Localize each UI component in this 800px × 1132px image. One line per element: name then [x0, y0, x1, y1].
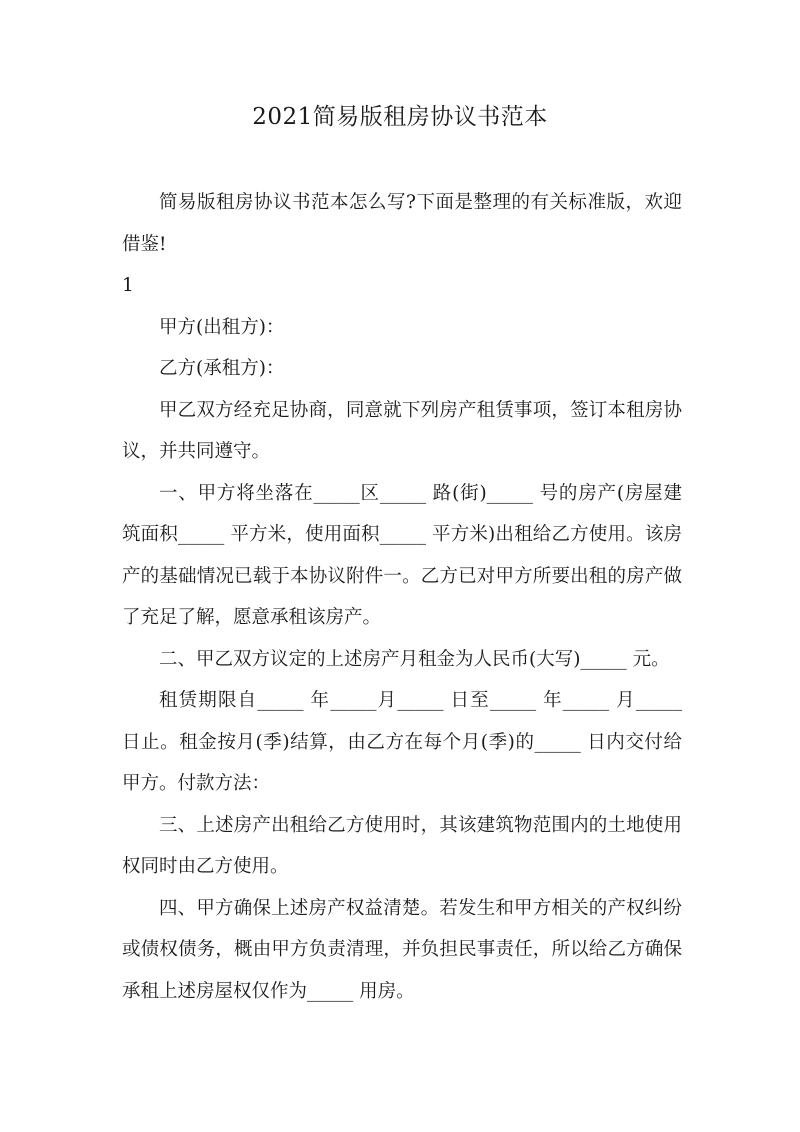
- document-body: [122, 182, 682, 1012]
- paragraph-agreement: 甲乙双方经充足协商，同意就下列房产租赁事项，签订本租房协议，并共同遵守。: [122, 399, 682, 462]
- clause-two: 二、甲乙双方议定的上述房产月租金为人民币(大写)_____ 元。: [159, 648, 670, 670]
- clause-four: 四、甲方确保上述房产权益清楚。若发生和甲方相关的产权纠纷或债权债务，概由甲方负责清理，并负担民事责任，所以给乙方确保承租上述房屋权仅作为_____ 用房。: [122, 897, 682, 1002]
- party-b-line: 乙方(承租方)：: [159, 358, 285, 379]
- section-number: 1: [122, 275, 134, 296]
- clause-three: 三、上述房产出租给乙方使用时，其该建筑物范围内的土地使用权同时由乙方使用。: [122, 814, 682, 877]
- clause-one: 一、甲方将坐落在_____区_____ 路(街)_____ 号的房产(房屋建筑面积_____ 平方米，使用面积_____ 平方米)出租给乙方使用。该房产的基础情况已载于本协议附件一。乙方已对甲方所要出租的房产做了充足了解，愿意承租该房产。: [122, 482, 682, 628]
- party-a-line: 甲方(出租方)：: [159, 316, 285, 338]
- document-title: 2021简易版租房协议书范本: [252, 104, 548, 130]
- paragraph-intro: 简易版租房协议书范本怎么写?下面是整理的有关标准版，欢迎借鉴!: [122, 192, 682, 255]
- clause-lease-term: 租赁期限自_____ 年_____月_____ 日至_____ 年_____ 月_____日止。租金按月(季)结算，由乙方在每个月(季)的_____ 日内交付给甲方。付款方法：: [122, 690, 682, 794]
